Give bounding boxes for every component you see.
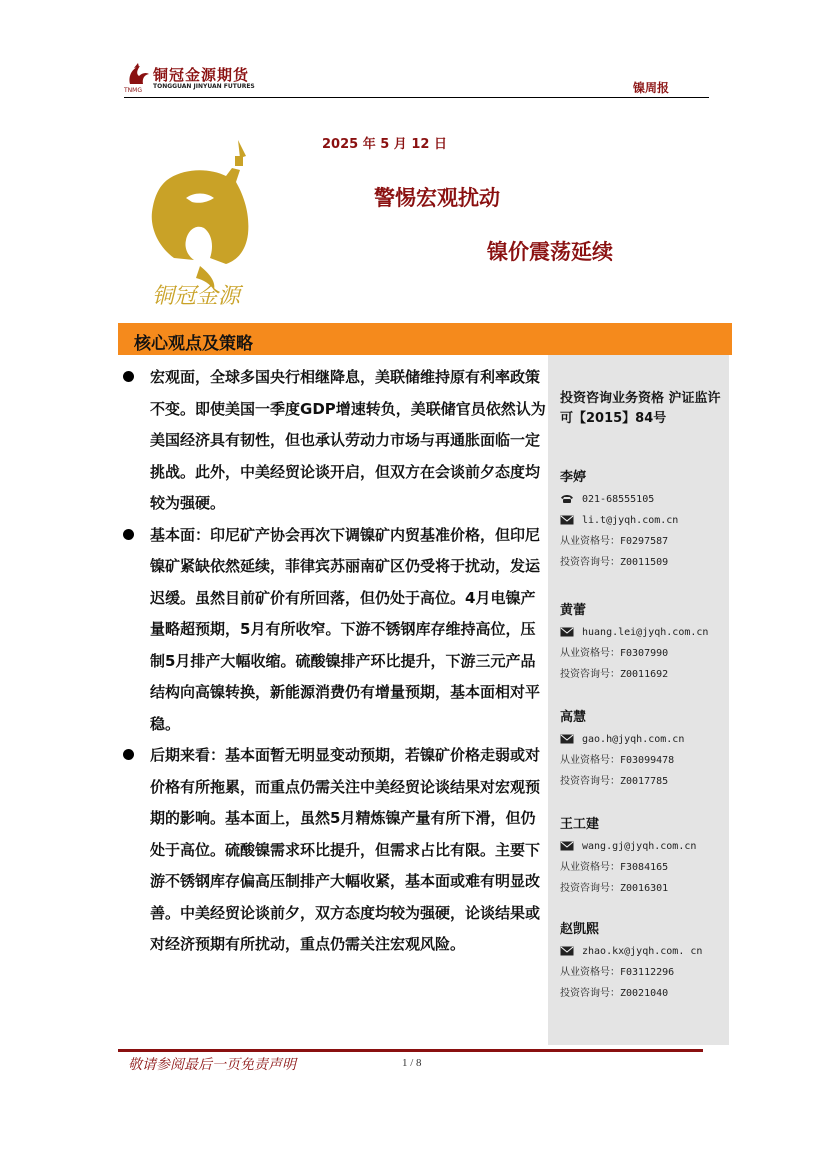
calligraphy-text: 铜冠金源 bbox=[152, 284, 241, 309]
bullet-item bbox=[120, 520, 550, 741]
analyst-card bbox=[560, 467, 730, 573]
analyst-qualification: 从业资格号：F03099478 bbox=[560, 755, 675, 766]
report-title-line2: 镍价震荡延续 bbox=[487, 240, 613, 264]
bullet-item bbox=[120, 362, 550, 520]
analyst-email[interactable]: huang.lei@jyqh.com.cn bbox=[560, 622, 730, 643]
report-date: 2025 年 5 月 12 日 bbox=[322, 137, 447, 152]
logo-chinese-name: 铜冠金源期货 bbox=[153, 66, 250, 84]
analyst-consult-number: 投资咨询号：Z0021040 bbox=[560, 988, 669, 999]
analyst-email[interactable]: wang.gj@jyqh.com.cn bbox=[560, 836, 730, 857]
bullet-item bbox=[120, 740, 550, 961]
phone-icon bbox=[560, 494, 574, 504]
analyst-email[interactable]: zhao.kx@jyqh.com. cn bbox=[560, 941, 730, 962]
email-icon bbox=[560, 946, 574, 956]
email-icon bbox=[560, 734, 574, 744]
bullet-dot-icon bbox=[123, 529, 134, 540]
analyst-name: 王工建 bbox=[560, 817, 600, 832]
email-icon bbox=[560, 841, 574, 851]
analyst-card bbox=[560, 919, 730, 1004]
analyst-consult-number: 投资咨询号：Z0011692 bbox=[560, 669, 669, 680]
analyst-consult-number: 投资咨询号：Z0016301 bbox=[560, 883, 669, 894]
analyst-card bbox=[560, 707, 730, 792]
analyst-card bbox=[560, 814, 730, 899]
analyst-name: 李婷 bbox=[560, 470, 587, 485]
report-title-line1: 警惕宏观扰动 bbox=[374, 186, 500, 210]
analyst-sidebar bbox=[548, 355, 729, 1045]
analyst-qualification: 从业资格号：F0297587 bbox=[560, 536, 669, 547]
bullet-dot-icon bbox=[123, 749, 134, 760]
header-divider bbox=[124, 97, 709, 98]
logo-abbreviation: TNMG bbox=[124, 87, 142, 94]
analyst-consult-number: 投资咨询号：Z0011509 bbox=[560, 557, 669, 568]
analyst-consult-number: 投资咨询号：Z0017785 bbox=[560, 776, 669, 787]
analyst-phone: 021-68555105 bbox=[560, 489, 730, 510]
analyst-qualification: 从业资格号：F3084165 bbox=[560, 862, 669, 873]
report-type: 镍周报 bbox=[633, 81, 670, 95]
analyst-email[interactable]: li.t@jyqh.com.cn bbox=[560, 510, 730, 531]
analyst-email[interactable]: gao.h@jyqh.com.cn bbox=[560, 729, 730, 750]
license-info: 投资咨询业务资格 沪证监许可【2015】84号 bbox=[560, 391, 721, 426]
core-views-content bbox=[120, 362, 550, 961]
decorative-helmet-emblem bbox=[140, 138, 270, 310]
section-title: 核心观点及策略 bbox=[134, 334, 253, 354]
analyst-name: 高慧 bbox=[560, 710, 587, 725]
email-icon bbox=[560, 515, 574, 525]
bullet-text: 后期来看：基本面暂无明显变动预期，若镍矿价格走弱或对价格有所拖累，而重点仍需关注中美经贸论谈结果对宏观预期的影响。基本面上，虽然5月精炼镍产量有所下滑，但仍处于高位。硫酸镍需求环比提升，但需求占比有限。主要下游不锈钢库存偏高压制排产大幅收紧，基本面或难有明显改善。中美经贸论谈前夕，双方态度均较为强硬，论谈结果或对经济预期有所扰动，重点仍需关注宏观风险。 bbox=[150, 746, 541, 953]
logo-english-name: TONGGUAN JINYUAN FUTURES bbox=[153, 83, 255, 90]
bullet-text: 基本面：印尼矿产协会再次下调镍矿内贸基准价格，但印尼镍矿紧缺依然延续，菲律宾苏丽南矿区仍受将于扰动，发运迟缓。虽然目前矿价有所回落，但仍处于高位。4月电镍产量略超预期，5月有所收窄。下游不锈钢库存维持高位，压制5月排产大幅收缩。硫酸镍排产环比提升，下游三元产品结构向高镍转换，新能源消费仍有增量预期，基本面相对平稳。 bbox=[150, 525, 541, 733]
analyst-qualification: 从业资格号：F0307990 bbox=[560, 648, 669, 659]
analyst-card bbox=[560, 600, 730, 685]
analyst-name: 黄蕾 bbox=[560, 603, 587, 618]
analyst-name: 赵凯熙 bbox=[560, 922, 600, 937]
disclaimer-note: 敬请参阅最后一页免责声明 bbox=[128, 1057, 296, 1073]
footer-divider bbox=[118, 1049, 703, 1052]
bullet-dot-icon bbox=[123, 371, 134, 382]
bullet-text: 宏观面，全球多国央行相继降息，美联储维持原有利率政策不变。即使美国一季度GDP增速转负，美联储官员依然认为美国经济具有韧性，但也承认劳动力市场与再通胀面临一定挑战。此外，中美经贸论谈开启，但双方在会谈前夕态度均较为强硬。 bbox=[150, 368, 546, 512]
email-icon bbox=[560, 627, 574, 637]
company-logo bbox=[124, 62, 264, 96]
page-number: 1 / 8 bbox=[402, 1057, 422, 1069]
analyst-qualification: 从业资格号：F03112296 bbox=[560, 967, 675, 978]
